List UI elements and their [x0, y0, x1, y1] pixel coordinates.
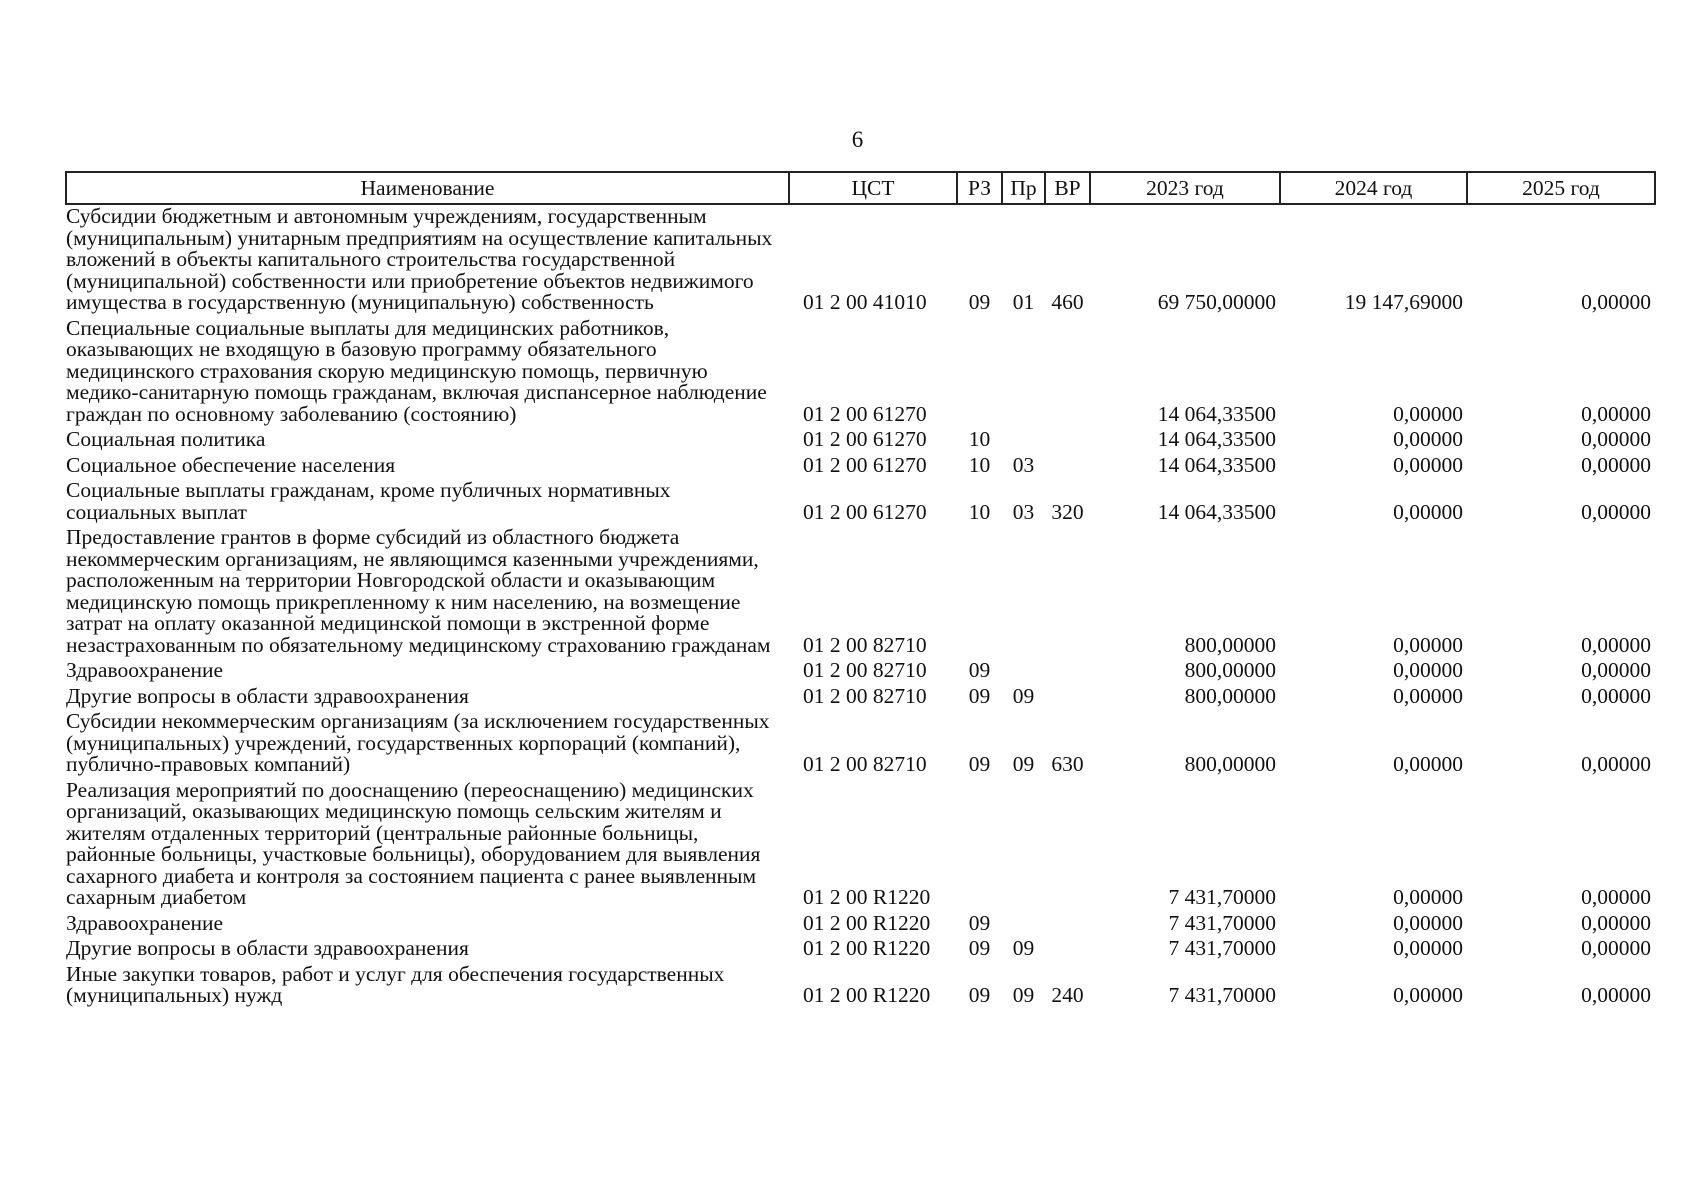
row-2025: 0,00000: [1581, 983, 1651, 1007]
row-2025: 0,00000: [1581, 427, 1651, 451]
table-row: [66, 912, 1655, 938]
row-pr: 01: [1012, 290, 1035, 314]
row-2024: 19 147,69000: [1344, 290, 1463, 314]
table-row: [66, 685, 1655, 711]
header-2024: 2024 год: [1280, 172, 1467, 204]
row-rz: 10: [968, 427, 991, 451]
table-row: [66, 428, 1655, 454]
row-2024: 0,00000: [1393, 936, 1463, 960]
row-name: Предоставление грантов в форме субсидий из областного бюджета некоммерческим организациям, не являющимся казенными учреждениями, расположенным на территории Новгородской области и оказывающим медицинскую помощь прикрепленному к ним населению, на возмещение затрат на оплату оказанной медицинской помощи в экстренной форме незастрахованным по обязательному медицинскому страхованию гражданам: [66, 525, 771, 657]
row-rz: [957, 779, 1002, 912]
header-cst: ЦСТ: [789, 172, 957, 204]
row-2023: 800,00000: [1184, 632, 1276, 657]
row-2024: 0,00000: [1393, 683, 1463, 708]
header-rz: РЗ: [957, 172, 1002, 204]
row-pr: [1002, 526, 1045, 659]
row-2023: 14 064,33500: [1157, 499, 1276, 524]
row-2023: 69 750,00000: [1157, 290, 1276, 314]
row-name: Реализация мероприятий по дооснащению (переоснащению) медицинских организаций, оказывающих медицинскую помощь сельским жителям и жителям отдаленных территорий (центральные районные больницы, районные больницы, участковые больницы), оборудованием для выявления сахарного диабета и контроля за состоянием пациента с ранее выявленным сахарным диабетом: [66, 777, 761, 909]
header-vr: ВР: [1045, 172, 1090, 204]
row-2023: 800,00000: [1184, 658, 1276, 682]
row-cst: 01 2 00 R1220: [803, 885, 931, 909]
row-rz: 09: [968, 290, 991, 314]
row-2023: 14 064,33500: [1157, 401, 1276, 426]
row-2023: 800,00000: [1184, 752, 1276, 776]
row-cst: 01 2 00 82710: [803, 683, 927, 708]
page-number: 6: [851, 127, 864, 152]
header-2025: 2025 год: [1467, 172, 1655, 204]
row-vr: 320: [1051, 499, 1084, 524]
row-pr: 09: [1012, 983, 1035, 1007]
table-row: [66, 659, 1655, 685]
row-cst: 01 2 00 41010: [803, 290, 927, 314]
row-2025: 0,00000: [1581, 752, 1651, 776]
row-rz: [957, 317, 1002, 429]
row-2025: 0,00000: [1581, 632, 1651, 657]
row-rz: 09: [968, 683, 991, 708]
row-pr: 03: [1012, 499, 1035, 524]
row-2025: 0,00000: [1581, 910, 1651, 935]
row-rz: 09: [968, 936, 991, 960]
row-cst: 01 2 00 82710: [803, 752, 927, 776]
row-2025: 0,00000: [1581, 683, 1651, 708]
row-vr: 240: [1051, 983, 1084, 1007]
row-pr: [1002, 317, 1045, 429]
row-pr: [1002, 912, 1045, 938]
row-rz: 09: [968, 752, 991, 776]
table-row: [66, 779, 1655, 912]
table-row: [66, 963, 1655, 1010]
row-cst: 01 2 00 82710: [803, 632, 927, 657]
row-rz: 09: [968, 658, 991, 682]
row-vr: [1045, 659, 1090, 685]
table-row: [66, 454, 1655, 480]
row-2024: 0,00000: [1393, 452, 1463, 477]
row-cst: 01 2 00 61270: [803, 401, 927, 426]
row-name: Субсидии некоммерческим организациям (за исключением государственных (муниципальных) учреждений, государственных корпораций (компаний), публично-правовых компаний): [66, 709, 770, 776]
table-row: [66, 710, 1655, 779]
table-row: [66, 937, 1655, 963]
row-2024: 0,00000: [1393, 499, 1463, 524]
budget-table: [65, 171, 1656, 1010]
row-vr: [1045, 685, 1090, 711]
row-rz: 09: [968, 910, 991, 935]
row-cst: 01 2 00 61270: [803, 452, 927, 477]
row-2024: 0,00000: [1393, 632, 1463, 657]
row-vr: [1045, 454, 1090, 480]
row-2024: 0,00000: [1393, 910, 1463, 935]
row-vr: 630: [1051, 752, 1084, 776]
row-2025: 0,00000: [1581, 936, 1651, 960]
row-name: Здравоохранение: [66, 910, 224, 935]
row-2025: 0,00000: [1581, 290, 1651, 314]
row-pr: 09: [1012, 752, 1035, 776]
row-2025: 0,00000: [1581, 499, 1651, 524]
row-2024: 0,00000: [1393, 885, 1463, 909]
row-cst: 01 2 00 R1220: [803, 983, 931, 1007]
row-pr: [1002, 779, 1045, 912]
row-2025: 0,00000: [1581, 452, 1651, 477]
row-2023: 7 431,70000: [1168, 885, 1276, 909]
row-rz: [957, 526, 1002, 659]
header-2023: 2023 год: [1090, 172, 1280, 204]
row-pr: [1002, 428, 1045, 454]
row-vr: [1045, 779, 1090, 912]
row-cst: 01 2 00 61270: [803, 427, 927, 451]
row-rz: 10: [968, 499, 991, 524]
table-row: [66, 479, 1655, 526]
row-2024: 0,00000: [1393, 658, 1463, 682]
row-vr: [1045, 912, 1090, 938]
row-pr: 03: [1012, 452, 1035, 477]
row-name: Другие вопросы в области здравоохранения: [66, 936, 469, 960]
header-pr: Пр: [1002, 172, 1045, 204]
row-name: Специальные социальные выплаты для медицинских работников, оказывающих не входящую в базовую программу обязательного медицинского страхования скорую медицинскую помощь, первичную медико-санитарную помощь гражданам, включая диспансерное наблюдение граждан по основному заболеванию (состоянию): [66, 315, 767, 426]
row-vr: 460: [1051, 290, 1084, 314]
row-name: Субсидии бюджетным и автономным учреждениям, государственным (муниципальным) унитарным предприятиям на осуществление капитальных вложений в объекты капитального строительства государственной (муниципальной) собственности или приобретение объектов недвижимого имущества в государственную (муниципальную) собственность: [66, 204, 773, 314]
row-vr: [1045, 937, 1090, 963]
row-name: Здравоохранение: [66, 658, 224, 682]
row-rz: 10: [968, 452, 991, 477]
row-2025: 0,00000: [1581, 885, 1651, 909]
row-2023: 800,00000: [1184, 683, 1276, 708]
row-pr: 09: [1012, 683, 1035, 708]
row-cst: 01 2 00 61270: [803, 499, 927, 524]
row-2023: 14 064,33500: [1157, 427, 1276, 451]
row-2023: 7 431,70000: [1168, 910, 1276, 935]
row-rz: 09: [968, 983, 991, 1007]
row-cst: 01 2 00 R1220: [803, 936, 931, 960]
row-pr: 09: [1012, 936, 1035, 960]
row-name: Социальные выплаты гражданам, кроме публичных нормативных социальных выплат: [66, 478, 671, 524]
row-2024: 0,00000: [1393, 401, 1463, 426]
row-vr: [1045, 317, 1090, 429]
table-header-row: [66, 172, 1655, 204]
row-name: Иные закупки товаров, работ и услуг для обеспечения государственных (муниципальных) нужд: [66, 961, 725, 1007]
row-name: Другие вопросы в области здравоохранения: [66, 683, 469, 708]
header-name: Наименование: [66, 172, 789, 204]
row-2023: 7 431,70000: [1168, 983, 1276, 1007]
row-2024: 0,00000: [1393, 752, 1463, 776]
row-vr: [1045, 428, 1090, 454]
row-2025: 0,00000: [1581, 401, 1651, 426]
row-vr: [1045, 526, 1090, 659]
table-row: [66, 526, 1655, 659]
row-2025: 0,00000: [1581, 658, 1651, 682]
row-2024: 0,00000: [1393, 983, 1463, 1007]
table-row: [66, 317, 1655, 429]
row-name: Социальное обеспечение населения: [66, 452, 396, 477]
table-row: [66, 204, 1655, 317]
row-2023: 14 064,33500: [1157, 452, 1276, 477]
row-cst: 01 2 00 82710: [803, 658, 927, 682]
row-2024: 0,00000: [1393, 427, 1463, 451]
row-name: Социальная политика: [66, 427, 266, 451]
row-cst: 01 2 00 R1220: [803, 910, 931, 935]
row-2023: 7 431,70000: [1168, 936, 1276, 960]
row-pr: [1002, 659, 1045, 685]
